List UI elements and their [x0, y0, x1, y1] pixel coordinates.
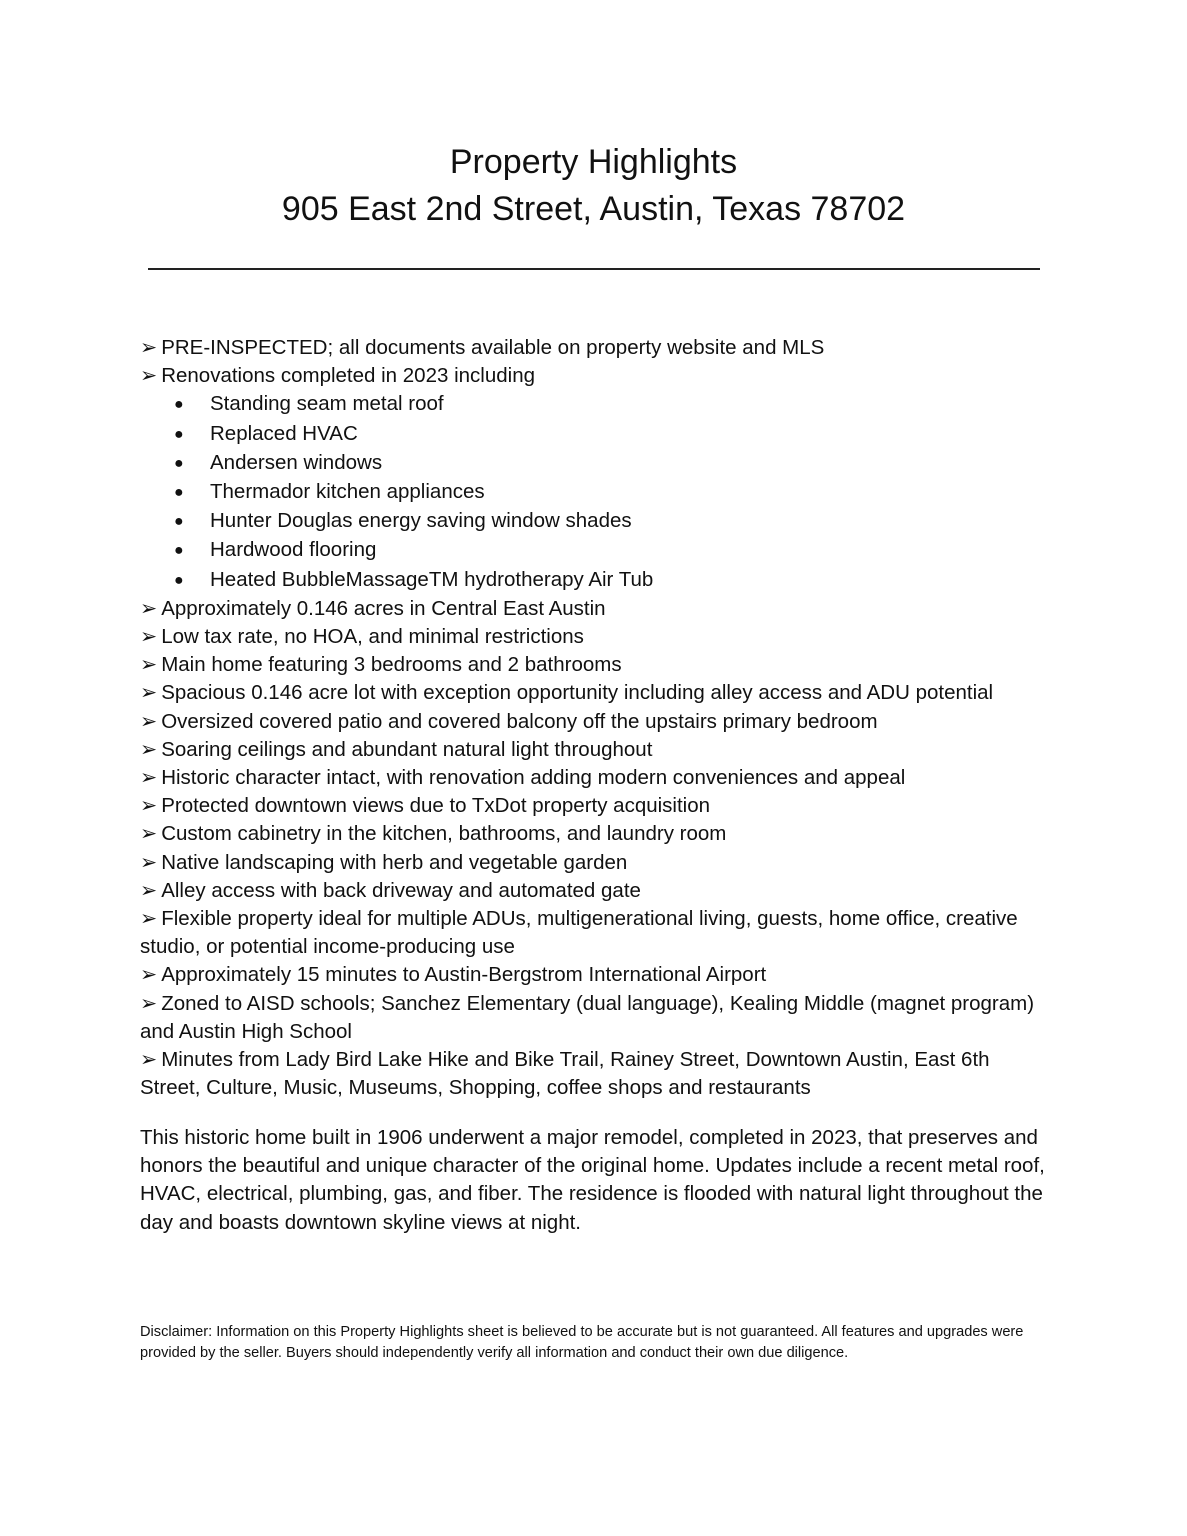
highlight-item	[140, 736, 1045, 764]
highlight-item	[140, 708, 1045, 736]
arrow-bullet-icon: ➢	[140, 991, 158, 1015]
disclaimer-text: Disclaimer: Information on this Property Highlights sheet is believed to be accurate but is not guaranteed. All features and upgrades were provided by the seller. Buyers should independently verify all information and conduct their own due diligence.	[140, 1324, 1024, 1361]
bullet-icon: ●	[174, 571, 184, 589]
highlight-text: Low tax rate, no HOA, and minimal restrictions	[161, 625, 584, 649]
highlight-item	[140, 990, 1045, 1046]
highlight-text: Flexible property ideal for multiple ADUs, multigenerational living, guests, home office, creative studio, or potential income-producing use	[140, 907, 1018, 959]
renovation-item	[140, 478, 1045, 507]
bullet-icon: ●	[174, 484, 184, 502]
highlight-text: Approximately 0.146 acres in Central East Austin	[161, 596, 606, 620]
highlight-item	[140, 623, 1045, 651]
renovation-item	[140, 566, 1045, 595]
renovation-text: Replaced HVAC	[210, 421, 358, 445]
highlight-text: PRE-INSPECTED; all documents available on property website and MLS	[161, 336, 825, 359]
highlight-text: Oversized covered patio and covered balcony off the upstairs primary bedroom	[161, 709, 878, 733]
page-title: Property Highlights	[449, 143, 738, 181]
highlight-text: Alley access with back driveway and automated gate	[161, 878, 641, 902]
arrow-bullet-icon: ➢	[140, 596, 158, 620]
highlight-text: Spacious 0.146 acre lot with exception opportunity including alley access and ADU potential	[161, 681, 994, 705]
arrow-bullet-icon: ➢	[140, 878, 158, 902]
renovation-text: Heated BubbleMassageTM hydrotherapy Air Tub	[210, 567, 654, 591]
bullet-icon: ●	[174, 513, 184, 531]
arrow-bullet-icon: ➢	[140, 653, 158, 677]
renovation-text: Hunter Douglas energy saving window shades	[210, 509, 632, 533]
renovation-item	[140, 536, 1045, 565]
renovation-item	[140, 420, 1045, 449]
highlight-item	[140, 961, 1045, 989]
highlight-item	[140, 877, 1045, 905]
renovation-text: Andersen windows	[210, 450, 383, 474]
highlight-item	[140, 1046, 1045, 1102]
highlight-text: Main home featuring 3 bedrooms and 2 bathrooms	[161, 653, 622, 677]
renovation-text: Standing seam metal roof	[210, 392, 444, 416]
highlight-item	[140, 651, 1045, 679]
arrow-bullet-icon: ➢	[140, 681, 158, 705]
highlight-text: Renovations completed in 2023 including	[161, 364, 535, 388]
arrow-bullet-icon: ➢	[140, 709, 158, 733]
property-address: 905 East 2nd Street, Austin, Texas 78702	[281, 190, 906, 228]
highlight-item	[140, 362, 1045, 390]
arrow-bullet-icon: ➢	[140, 907, 158, 931]
highlight-item	[140, 764, 1045, 792]
bullet-icon: ●	[174, 396, 184, 414]
renovation-text: Hardwood flooring	[210, 538, 377, 562]
highlight-text: Historic character intact, with renovation adding modern conveniences and appeal	[161, 766, 906, 790]
highlight-text: Protected downtown views due to TxDot property acquisition	[161, 794, 711, 818]
highlight-item	[140, 849, 1045, 877]
arrow-bullet-icon: ➢	[140, 963, 158, 987]
arrow-bullet-icon: ➢	[140, 850, 158, 874]
highlight-text: Minutes from Lady Bird Lake Hike and Bike Trail, Rainey Street, Downtown Austin, East 6th Street, Culture, Music, Museums, Shopping, coffee shops and restaurants	[140, 1048, 990, 1100]
arrow-bullet-icon: ➢	[140, 766, 158, 790]
highlight-text: Approximately 15 minutes to Austin-Bergstrom International Airport	[161, 963, 767, 987]
arrow-bullet-icon: ➢	[140, 822, 158, 846]
arrow-bullet-icon: ➢	[140, 737, 158, 761]
highlight-text: Soaring ceilings and abundant natural light throughout	[161, 737, 653, 761]
highlight-text: Native landscaping with herb and vegetable garden	[161, 850, 628, 874]
renovation-text: Thermador kitchen appliances	[210, 480, 485, 504]
highlight-item	[140, 679, 1045, 707]
highlight-item	[140, 334, 1045, 362]
arrow-bullet-icon: ➢	[140, 1048, 158, 1072]
highlight-text: Custom cabinetry in the kitchen, bathrooms, and laundry room	[161, 822, 727, 846]
title-divider	[148, 268, 1040, 270]
arrow-bullet-icon: ➢	[140, 794, 158, 818]
arrow-bullet-icon: ➢	[140, 364, 158, 388]
highlight-item	[140, 792, 1045, 820]
renovation-item	[140, 507, 1045, 536]
description-paragraph: This historic home built in 1906 underwent a major remodel, completed in 2023, that preserves and honors the beautiful and unique character of the original home. Updates include a recent metal roof, HVAC, electrical, plumbing, gas, and fiber. The residence is flooded with natural light throughout the day and boasts downtown skyline views at night.	[140, 1126, 1045, 1234]
renovation-item	[140, 390, 1045, 419]
highlight-item	[140, 595, 1045, 623]
highlights-list	[140, 334, 1045, 1102]
title-block	[0, 139, 1187, 233]
bullet-icon: ●	[174, 542, 184, 560]
highlight-item	[140, 905, 1045, 961]
arrow-bullet-icon: ➢	[140, 336, 158, 359]
highlight-text: Zoned to AISD schools; Sanchez Elementary (dual language), Kealing Middle (magnet program) and Austin High School	[140, 991, 1035, 1043]
highlight-item	[140, 820, 1045, 848]
bullet-icon: ●	[174, 425, 184, 443]
arrow-bullet-icon: ➢	[140, 625, 158, 649]
renovation-item	[140, 449, 1045, 478]
bullet-icon: ●	[174, 454, 184, 472]
